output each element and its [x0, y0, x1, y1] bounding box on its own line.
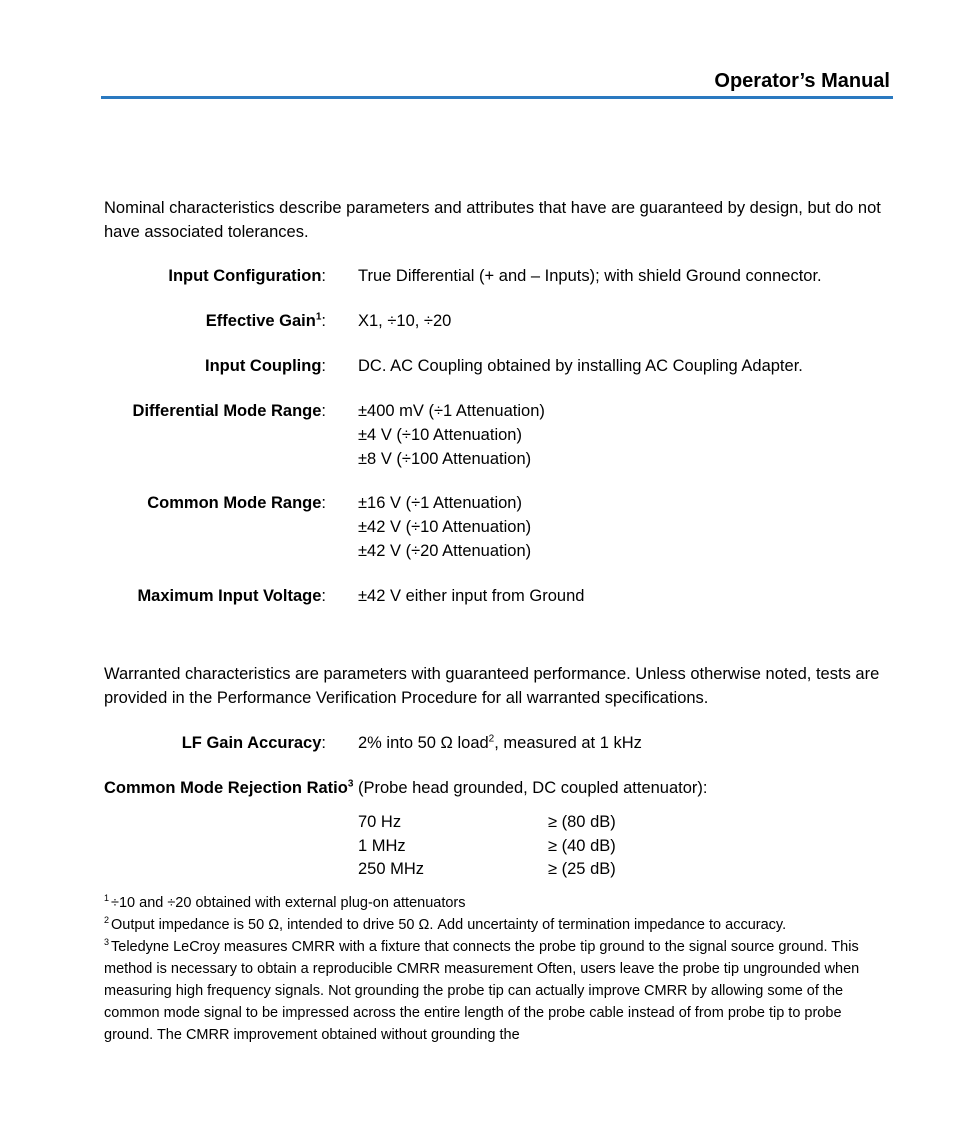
spec-value-effective-gain: X1, ÷10, ÷20 — [358, 312, 452, 330]
spec-value-lf-gain-accuracy: 2% into 50 Ω load$^2$, measured at 1 kHz — [358, 733, 642, 752]
page-header-title: Operator’s Manual — [714, 70, 890, 92]
spec-label-common-mode-range: Common Mode Range: — [147, 494, 326, 512]
warranted-intro: Warranted characteristics are parameters with guaranteed performance. Unless otherwise noted, tests are provided in the Performance Verification Procedure for all warranted specifications. — [104, 665, 880, 707]
footnote-ref-3: 3 — [347, 778, 354, 790]
footnotes — [104, 892, 894, 1046]
spec-value-input-configuration: True Differential (+ and – Inputs); with shield Ground connector. — [358, 267, 822, 285]
spec-value-input-coupling: DC. AC Coupling obtained by installing AC Coupling Adapter. — [358, 357, 803, 375]
spec-label-input-configuration: Input Configuration: — [168, 267, 326, 285]
cmrr-table — [358, 811, 616, 882]
spec-label-input-coupling: Input Coupling: — [205, 357, 326, 375]
table-row: 250 MHz ≥ (25 dB) — [358, 860, 616, 878]
spec-label-differential-mode-range: Differential Mode Range: — [132, 402, 326, 420]
footnote-2: $^2$ Output impedance is 50 Ω, intended to drive 50 Ω. Add uncertainty of termination impedance to accuracy. — [104, 915, 787, 933]
spec-label-effective-gain: Effective Gain$^1$: — [205, 311, 326, 330]
footnote-ref-1: 1 — [315, 311, 322, 323]
table-row: 1 MHz ≥ (40 dB) — [358, 836, 616, 855]
footnote-3: $^3$ Teledyne LeCroy measures CMRR with a fixture that connects the probe tip ground to the signal source ground. This method is necessary to obtain a reproducible CMRR measurement Often, users leave the probe tip ungrounded when measuring high frequency signals. Not grounding the probe tip can actually improve CMRR by allowing some of the common mode signal to be impressed across the entire length of the probe cable instead of from probe tip to probe ground. The CMRR improvement obtained without grounding the — [104, 937, 860, 1043]
nominal-intro: Nominal characteristics describe parameters and attributes that have are guaranteed by design, but do not have associated tolerances. — [104, 199, 881, 241]
spec-label-lf-gain-accuracy: LF Gain Accuracy: — [181, 734, 326, 752]
footnote-1: $^1$ ÷10 and ÷20 obtained with external plug-on attenuators — [104, 893, 466, 911]
header-rule — [101, 96, 893, 99]
footnote-ref-2: 2 — [488, 733, 495, 745]
table-row: 70 Hz ≥ (80 dB) — [358, 813, 616, 831]
cmrr-heading: Common Mode Rejection Ratio$^3$ (Probe head grounded, DC coupled attenuator): — [104, 778, 708, 797]
spec-value-common-mode-range: ±16 V (÷1 Attenuation) ±42 V (÷10 Attenuation) ±42 V (÷20 Attenuation) — [358, 494, 532, 560]
spec-value-maximum-input-voltage: ±42 V either input from Ground — [358, 587, 585, 605]
spec-value-differential-mode-range: ±400 mV (÷1 Attenuation) ±4 V (÷10 Attenuation) ±8 V (÷100 Attenuation) — [358, 402, 545, 468]
spec-label-maximum-input-voltage: Maximum Input Voltage: — [137, 587, 326, 605]
